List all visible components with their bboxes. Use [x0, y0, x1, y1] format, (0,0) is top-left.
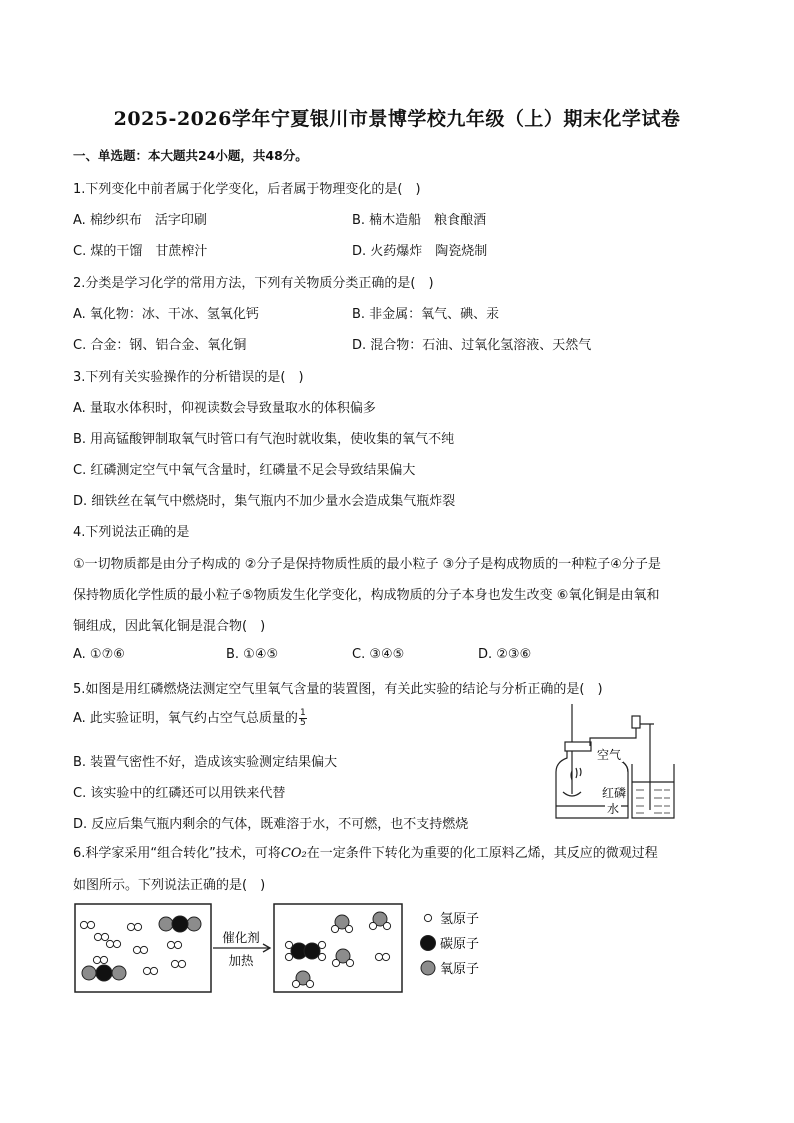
q4-statement-line-1: ①一切物质都是由分子构成的 ②分子是保持物质性质的最小粒子 ③分子是构成物质的一种粒子④分子是 — [73, 557, 661, 572]
q4-stem: 4.下列说法正确的是 — [73, 525, 190, 540]
q2-option-a[interactable]: A. 氧化物：冰、干冰、氢氧化钙 — [73, 307, 259, 322]
q2-option-b[interactable]: B. 非金属：氧气、碘、汞 — [352, 307, 500, 322]
q1-option-c[interactable]: C. 煤的干馏 甘蔗榨汁 — [73, 244, 208, 259]
q4-option-a[interactable]: A. ①⑦⑥ — [73, 647, 125, 662]
q4-statement-line-2: 保持物质化学性质的最小粒子⑤物质发生化学变化，构成物质的分子本身也发生改变 ⑥氧化铜是由氧和 — [73, 588, 660, 603]
condition-catalyst: 催化剂 — [222, 930, 260, 945]
one-fifth-fraction: $\frac{1}{5}$ — [299, 708, 306, 728]
legend-carbon-label: 碳原子 — [440, 937, 480, 952]
co2-formula: CO₂ — [280, 846, 307, 861]
q5-option-a[interactable] — [73, 707, 307, 728]
q3-stem: 3.下列有关实验操作的分析错误的是( ) — [73, 370, 304, 385]
fig-label-water: 水 — [607, 802, 620, 816]
reaction-micro-diagram — [73, 900, 493, 996]
fig-label-phosphorus: 红磷 — [602, 786, 627, 800]
q1-stem: 1.下列变化中前者属于化学变化，后者属于物理变化的是( ) — [73, 182, 421, 197]
fig-label-air: 空气 — [597, 748, 622, 762]
q4-option-c[interactable]: C. ③④⑤ — [352, 647, 405, 662]
co2-molecule-left-bottom — [82, 965, 126, 981]
q5-option-d[interactable]: D. 反应后集气瓶内剩余的气体，既难溶于水，不可燃，也不支持燃烧 — [73, 817, 469, 832]
legend-hydrogen-label: 氢原子 — [440, 912, 480, 927]
oxygen-legend-icon — [421, 961, 435, 975]
q2-option-d[interactable]: D. 混合物：石油、过氧化氢溶液、天然气 — [352, 338, 592, 353]
q5-option-c[interactable]: C. 该实验中的红磷还可以用铁来代替 — [73, 786, 286, 801]
q4-statement-line-3: 铜组成，因此氧化铜是混合物( ) — [73, 619, 266, 634]
q3-option-c[interactable]: C. 红磷测定空气中氧气含量时，红磷量不足会导致结果偏大 — [73, 463, 416, 478]
q1-option-b[interactable]: B. 楠木造船 粮食酿酒 — [352, 213, 487, 228]
q5-option-a-text: A. 此实验证明，氧气约占空气总质量的 — [73, 711, 298, 726]
q2-stem: 2.分类是学习化学的常用方法，下列有关物质分类正确的是( ) — [73, 276, 434, 291]
q2-option-c[interactable]: C. 合金：钢、铝合金、氧化铜 — [73, 338, 247, 353]
co2-molecule-left-top — [159, 916, 201, 932]
carbon-legend-icon — [421, 936, 436, 951]
legend-oxygen-label: 氧原子 — [440, 962, 480, 977]
q6-stem — [73, 842, 658, 861]
q4-option-d[interactable]: D. ②③⑥ — [478, 647, 532, 662]
q6-stem-part-b: 在一定条件下转化为重要的化工原料乙烯，其反应的微观过程 — [306, 846, 658, 861]
q1-option-a[interactable]: A. 棉纱织布 活字印刷 — [73, 213, 207, 228]
q3-option-d[interactable]: D. 细铁丝在氧气中燃烧时，集气瓶内不加少量水会造成集气瓶炸裂 — [73, 494, 456, 509]
condition-heat: 加热 — [228, 953, 254, 968]
q4-option-b[interactable]: B. ①④⑤ — [226, 647, 279, 662]
q6-stem-part-a: 6.科学家采用“组合转化”技术，可将 — [73, 846, 281, 861]
q3-option-a[interactable]: A. 量取水体积时，仰视读数会导致量取水的体积偏多 — [73, 401, 376, 416]
q1-option-d[interactable]: D. 火药爆炸 陶瓷烧制 — [352, 244, 488, 259]
q6-stem-line-2: 如图所示。下列说法正确的是( ) — [73, 878, 266, 893]
q3-option-b[interactable]: B. 用高锰酸钾制取氧气时管口有气泡时就收集，使收集的氧气不纯 — [73, 432, 455, 447]
hydrogen-legend-icon — [424, 914, 431, 921]
exam-title: 2025-2026学年宁夏银川市景博学校九年级（上）期末化学试卷 — [113, 108, 681, 130]
red-phosphorus-apparatus-figure — [550, 700, 690, 822]
q5-option-b[interactable]: B. 装置气密性不好，造成该实验测定结果偏大 — [73, 755, 338, 770]
q5-stem: 5.如图是用红磷燃烧法测定空气里氧气含量的装置图，有关此实验的结论与分析正确的是( ) — [73, 682, 603, 697]
section-heading: 一、单选题：本大题共24小题，共48分。 — [73, 148, 308, 163]
